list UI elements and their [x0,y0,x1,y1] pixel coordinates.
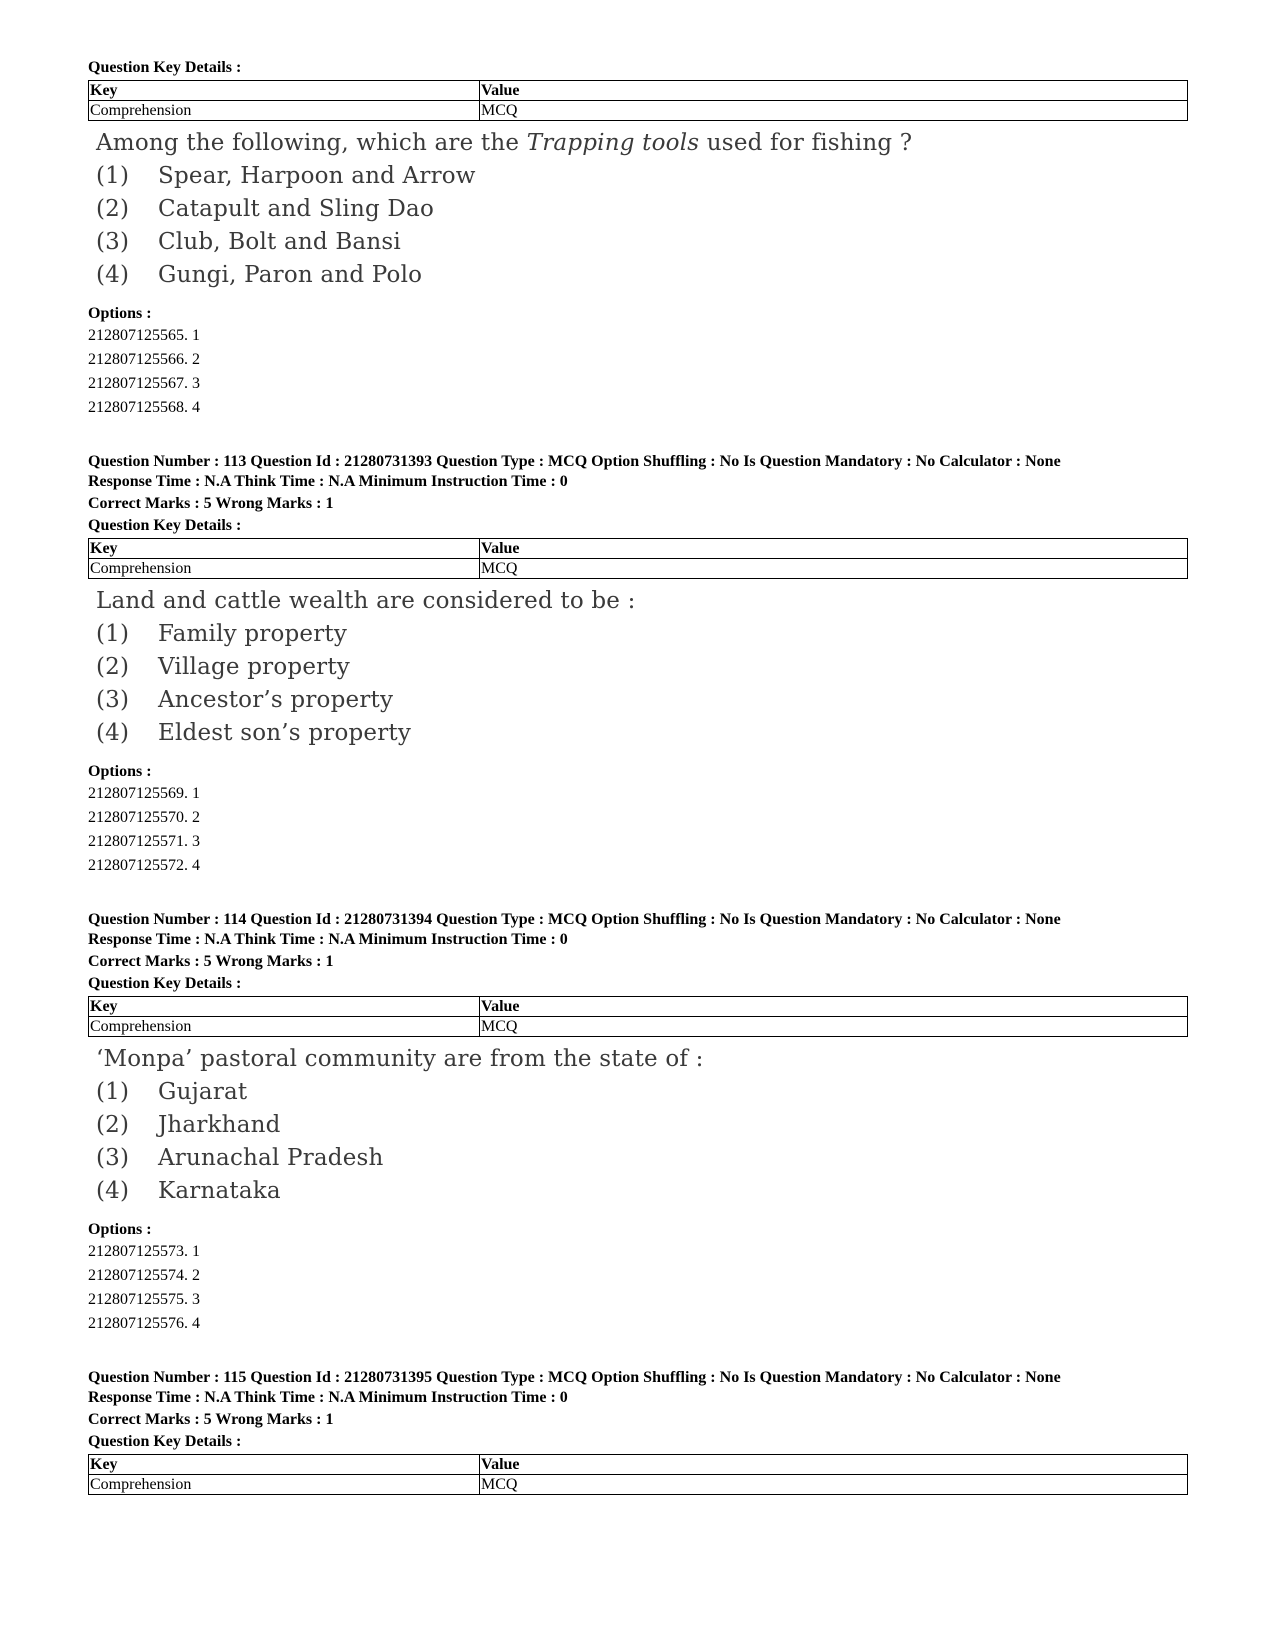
value-cell: MCQ [480,101,1188,121]
option-id: 212807125575. 3 [88,1291,200,1308]
option-id: 212807125576. 4 [88,1315,200,1332]
option-id: 212807125573. 1 [88,1243,200,1260]
table-header-row [89,539,1188,559]
value-cell: MCQ [480,559,1188,579]
choice-item: (1) Gujarat [96,1079,248,1105]
options-label: Options : [88,1221,152,1238]
key-cell: Comprehension [89,101,480,121]
options-label: Options : [88,763,152,780]
value-header: Value [480,997,1188,1017]
option-id: 212807125565. 1 [88,327,200,344]
question-meta-line1: Question Number : 113 Question Id : 21280731393 Question Type : MCQ Option Shuffling : No Is Question Mandatory : No Calculator : None [88,453,1061,470]
value-cell: MCQ [480,1475,1188,1495]
question-stem: Land and cattle wealth are considered to be : [96,588,636,614]
table-header-row [89,1455,1188,1475]
option-id: 212807125574. 2 [88,1267,200,1284]
choice-item: (1) Family property [96,621,348,647]
options-list [88,324,1188,420]
option-id: 212807125567. 3 [88,375,200,392]
question-image [96,1043,1188,1208]
choice-item: (3) Ancestor’s property [96,687,394,713]
question-key-details-label: Question Key Details : [88,1433,242,1450]
table-row [89,1017,1188,1037]
question-block-115 [88,1368,1188,1495]
key-header: Key [89,539,480,559]
key-cell: Comprehension [89,1475,480,1495]
question-meta-line2: Response Time : N.A Think Time : N.A Minimum Instruction Time : 0 [88,931,568,948]
question-meta-line1: Question Number : 114 Question Id : 21280731394 Question Type : MCQ Option Shuffling : No Is Question Mandatory : No Calculator : None [88,911,1061,928]
question-key-details-label: Question Key Details : [88,975,242,992]
option-id: 212807125568. 4 [88,399,200,416]
choice-item: (2) Village property [96,654,350,680]
question-block-112 [88,58,1188,420]
choice-item: (4) Gungi, Paron and Polo [96,262,423,288]
table-header-row [89,81,1188,101]
document-page [88,58,1188,1495]
value-header: Value [480,81,1188,101]
key-value-table [88,80,1188,121]
choice-item: (3) Arunachal Pradesh [96,1145,384,1171]
question-image [96,127,1188,292]
key-value-table [88,538,1188,579]
choice-item: (3) Club, Bolt and Bansi [96,229,401,255]
options-list [88,782,1188,878]
value-header: Value [480,1455,1188,1475]
question-marks: Correct Marks : 5 Wrong Marks : 1 [88,953,334,970]
table-row [89,101,1188,121]
options-label: Options : [88,305,152,322]
key-cell: Comprehension [89,1017,480,1037]
question-meta-line2: Response Time : N.A Think Time : N.A Minimum Instruction Time : 0 [88,1389,568,1406]
key-cell: Comprehension [89,559,480,579]
value-cell: MCQ [480,1017,1188,1037]
options-list [88,1240,1188,1336]
option-id: 212807125566. 2 [88,351,200,368]
key-header: Key [89,81,480,101]
question-marks: Correct Marks : 5 Wrong Marks : 1 [88,1411,334,1428]
question-key-details-label: Question Key Details : [88,517,242,534]
table-row [89,1475,1188,1495]
table-row [89,559,1188,579]
key-value-table [88,1454,1188,1495]
option-id: 212807125570. 2 [88,809,200,826]
question-stem: Among the following, which are the Trapping tools used for fishing ? [96,130,913,156]
question-block-114 [88,910,1188,1336]
key-header: Key [89,997,480,1017]
choice-item: (2) Jharkhand [96,1112,281,1138]
choice-item: (2) Catapult and Sling Dao [96,196,434,222]
question-meta-line2: Response Time : N.A Think Time : N.A Minimum Instruction Time : 0 [88,473,568,490]
option-id: 212807125569. 1 [88,785,200,802]
option-id: 212807125572. 4 [88,857,200,874]
choice-item: (4) Eldest son’s property [96,720,412,746]
question-block-113 [88,452,1188,878]
choice-item: (4) Karnataka [96,1178,281,1204]
question-stem: ‘Monpa’ pastoral community are from the state of : [96,1046,704,1072]
table-header-row [89,997,1188,1017]
key-header: Key [89,1455,480,1475]
question-marks: Correct Marks : 5 Wrong Marks : 1 [88,495,334,512]
question-key-details-label: Question Key Details : [88,59,242,76]
value-header: Value [480,539,1188,559]
option-id: 212807125571. 3 [88,833,200,850]
question-image [96,585,1188,750]
question-meta-line1: Question Number : 115 Question Id : 21280731395 Question Type : MCQ Option Shuffling : No Is Question Mandatory : No Calculator : None [88,1369,1061,1386]
choice-item: (1) Spear, Harpoon and Arrow [96,163,476,189]
key-value-table [88,996,1188,1037]
